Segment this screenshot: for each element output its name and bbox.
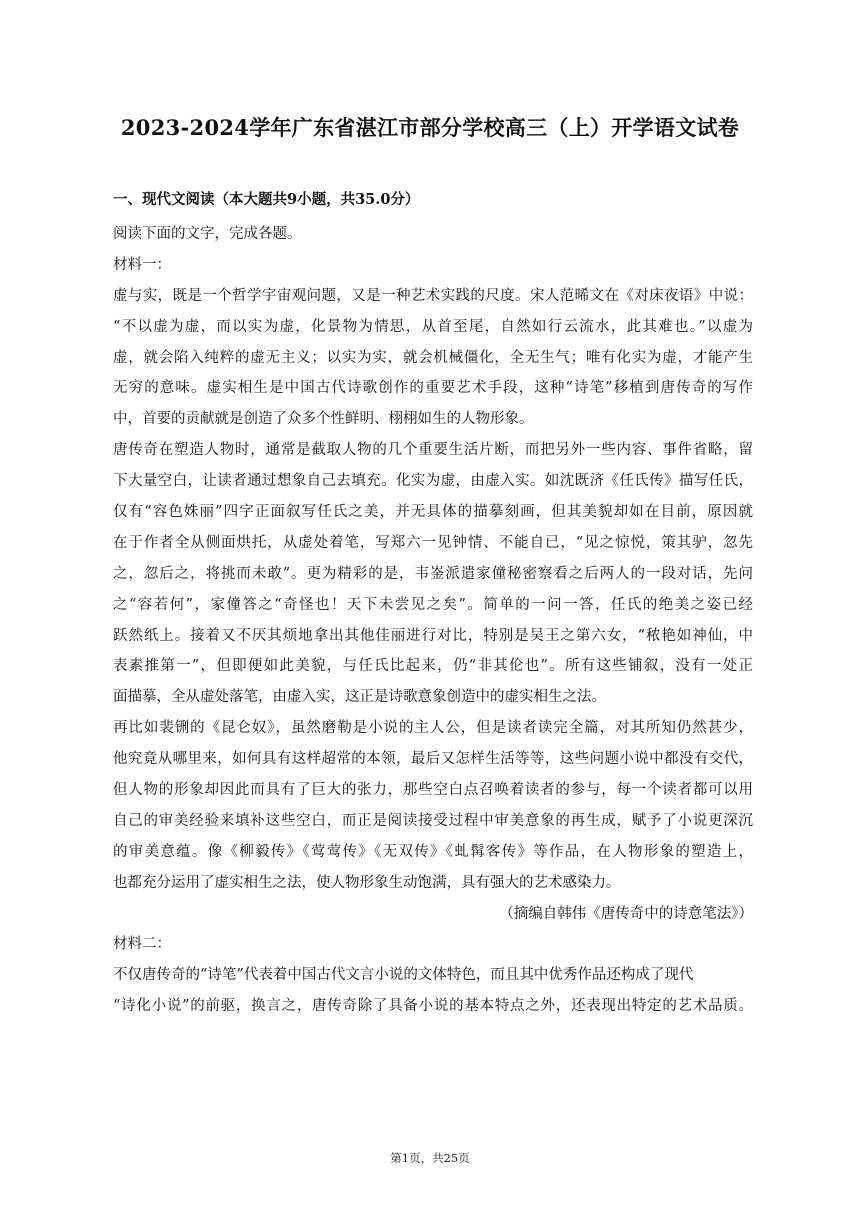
- text-line: 下大量空白，让读者通过想象自己去填充。化实为虚，由虚入实。如沈既济《任氏传》描写任氏，: [113, 473, 753, 490]
- text-line: 再比如裴铏的《昆仑奴》，虽然磨勒是小说的主人公，但是读者读完全篇，对其所知仍然甚少，: [113, 720, 753, 737]
- material-two-label: 材料二：: [113, 936, 171, 953]
- text-line: 无穷的意味。虚实相生是中国古代诗歌创作的重要艺术手段，这种“诗笔”移植到唐传奇的写作: [113, 380, 753, 397]
- text-line: 虚与实，既是一个哲学宇宙观问题，又是一种艺术实践的尺度。宋人范晞文在《对床夜语》中说：: [113, 287, 753, 304]
- text-line: 跃然纸上。接着又不厌其烦地拿出其他佳丽进行对比，特别是吴王之第六女，“秾艳如神仙，中: [113, 627, 753, 644]
- text-line: 也都充分运用了虚实相生之法，使人物形象生动饱满，具有强大的艺术感染力。: [113, 874, 621, 891]
- text-line: 面描摹，全从虚处落笔，由虚入实，这正是诗歌意象创造中的虚实相生之法。: [113, 689, 606, 706]
- material-one-label: 材料一：: [113, 256, 171, 273]
- text-line: 在于作者全从侧面烘托，从虚处着笔，写郑六一见钟情、不能自已，“见之惊悦，策其驴，忽先: [113, 534, 753, 551]
- section-heading: 一、现代文阅读（本大题共9小题，共35.0分）: [113, 191, 420, 208]
- instruction-line: 阅读下面的文字，完成各题。: [113, 226, 302, 242]
- page-number: 第1页，共25页: [390, 1151, 470, 1165]
- source-citation: （摘编自韩伟《唐传奇中的诗意笔法》）: [499, 905, 753, 922]
- text-line: “不以虚为虚，而以实为虚，化景物为情思，从首至尾，自然如行云流水，此其难也。”以虚为: [113, 318, 753, 335]
- body-text: [113, 219, 753, 1022]
- text-line: 之“容若何”，家僮答之“奇怪也！天下未尝见之矣”。简单的一问一答，任氏的绝美之姿已经: [113, 596, 753, 613]
- text-line: 之，忽后之，将挑而未敢”。更为精彩的是，韦崟派遣家僮秘密察看之后两人的一段对话，先问: [113, 565, 753, 582]
- text-line: 唐传奇在塑造人物时，通常是截取人物的几个重要生活片断，而把另外一些内容、事件省略，留: [113, 442, 753, 459]
- text-line: 自己的审美经验来填补这些空白，而正是阅读接受过程中审美意象的再生成，赋予了小说更深沉: [113, 812, 753, 829]
- text-line: 但人物的形象却因此而具有了巨大的张力，那些空白点召唤着读者的参与，每一个读者都可以用: [113, 782, 753, 799]
- text-line: “诗化小说”的前驱，换言之，唐传奇除了具备小说的基本特点之外，还表现出特定的艺术品质。: [113, 998, 753, 1015]
- text-line: 虚，就会陷入纯粹的虚无主义；以实为实，就会机械僵化，全无生气；唯有化实为虚，才能产生: [113, 349, 753, 366]
- text-line: 仅有“容色姝丽”四字正面叙写任氏之美，并无具体的描摹刻画，但其美貌却如在目前，原因就: [113, 504, 753, 521]
- text-line: 的审美意蕴。像《柳毅传》《莺莺传》《无双传》《虬髯客传》等作品，在人物形象的塑造上，: [113, 843, 753, 860]
- text-line: 表素推第一”，但即便如此美貌，与任氏比起来，仍“非其伦也”。所有这些铺叙，没有一处正: [113, 658, 753, 675]
- document-title: 2023-2024学年广东省湛江市部分学校高三（上）开学语文试卷: [120, 115, 740, 140]
- text-line: 不仅唐传奇的“诗笔”代表着中国古代文言小说的文体特色，而且其中优秀作品还构成了现代: [113, 967, 694, 984]
- text-line: 中，首要的贡献就是创造了众多个性鲜明、栩栩如生的人物形象。: [113, 411, 534, 428]
- text-line: 他究竟从哪里来，如何具有这样超常的本领，最后又怎样生活等等，这些问题小说中都没有交代，: [113, 751, 753, 768]
